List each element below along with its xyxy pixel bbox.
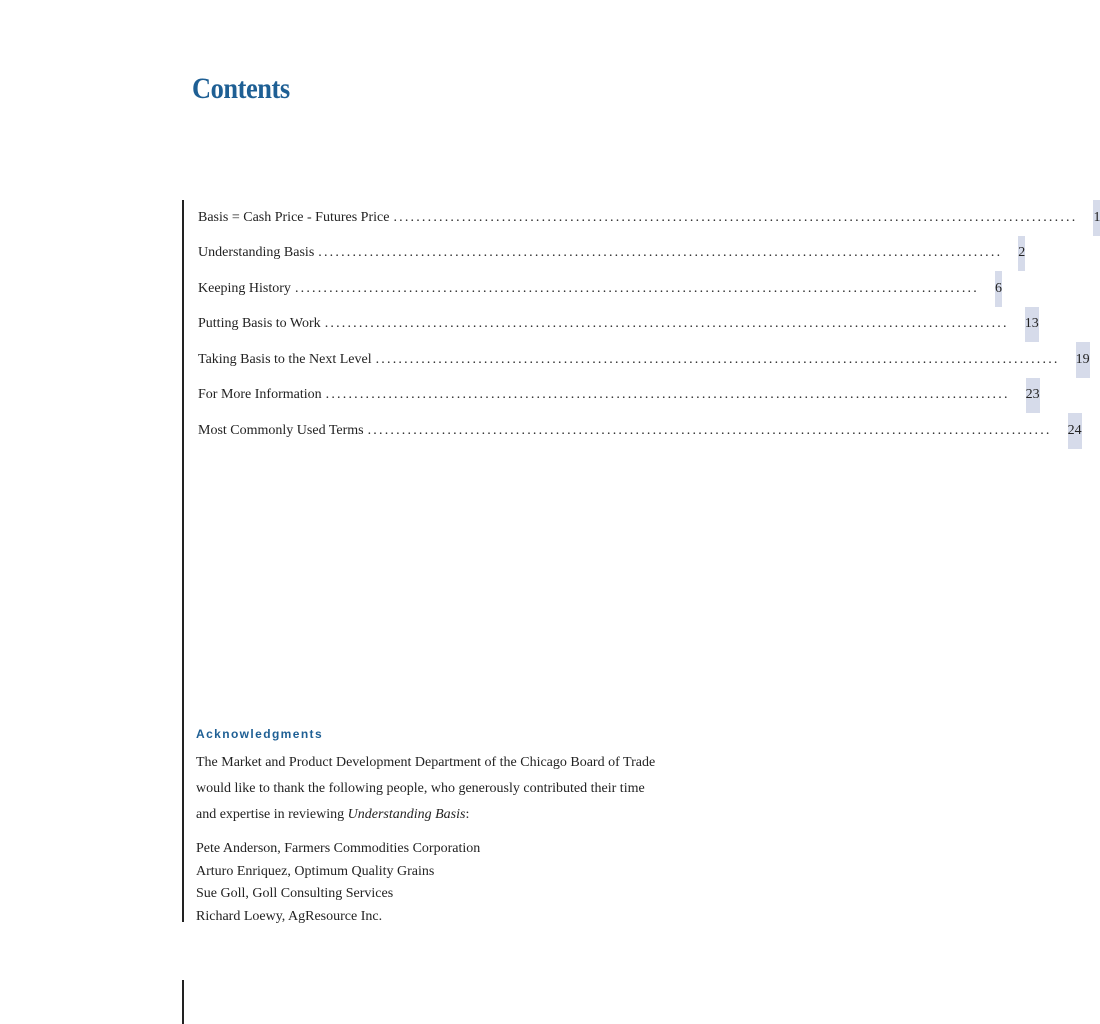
toc-page-number: 13 [1025,307,1039,343]
toc-page-number: 23 [1026,378,1040,414]
publication-title: Understanding Basis [347,807,466,822]
acknowledgments-line-suffix: : [465,807,470,822]
toc-entry-label: Basis = Cash Price - Futures Price [198,209,390,225]
toc-page-number: 24 [1068,413,1082,449]
reviewer-name: Pete Anderson, Farmers Commodities Corporation [196,841,481,856]
toc-entry[interactable] [198,378,1040,414]
toc-entry[interactable] [198,200,1100,236]
acknowledgments-heading: Acknowledgments [196,727,324,741]
reviewer-name: Arturo Enriquez, Optimum Quality Grains [196,863,435,879]
reviewer-list [196,838,480,928]
toc-leader-dots: ........................................................................................................................ [294,280,979,296]
toc-entry-label: Putting Basis to Work [198,316,321,332]
toc-entry-label: Understanding Basis [198,245,315,261]
reviewer-name: Richard Loewy, AgResource Inc. [196,908,383,924]
toc-entry[interactable] [198,236,1026,272]
toc-page-number: 6 [995,271,1002,307]
reviewer-name: Sue Goll, Goll Consulting Services [196,886,394,901]
toc-entry-label: Taking Basis to the Next Level [198,351,372,367]
acknowledgments-line: would like to thank the following people, who generously contributed their time [196,781,645,796]
page-title: Contents [192,72,290,105]
toc-entry[interactable] [198,307,1039,343]
acknowledgments-line-prefix: and expertise in reviewing [196,807,348,822]
toc-entry[interactable] [198,413,1082,449]
toc-page-number: 2 [1018,236,1025,272]
vertical-rule [182,200,184,922]
acknowledgments-paragraph [196,750,716,828]
toc-page-number: 19 [1076,342,1090,378]
toc-entry[interactable] [198,342,1090,378]
toc-entry-label: Keeping History [198,280,291,296]
toc-leader-dots: ........................................................................................................................ [318,245,1003,261]
toc-page-number: 1 [1093,200,1100,236]
toc-leader-dots: ........................................................................................................................ [324,316,1009,332]
toc-entry-label: For More Information [198,387,322,403]
toc-leader-dots: ........................................................................................................................ [325,387,1010,403]
table-of-contents [198,200,1100,449]
vertical-rule-bottom [182,980,184,1024]
toc-leader-dots: ........................................................................................................................ [393,209,1078,225]
toc-leader-dots: ........................................................................................................................ [375,351,1060,367]
toc-entry[interactable] [198,271,1002,307]
acknowledgments-line: The Market and Product Development Department of the Chicago Board of Trade [196,755,656,770]
acknowledgments-line [196,802,716,828]
toc-leader-dots: ........................................................................................................................ [367,422,1052,438]
toc-entry-label: Most Commonly Used Terms [198,422,364,438]
